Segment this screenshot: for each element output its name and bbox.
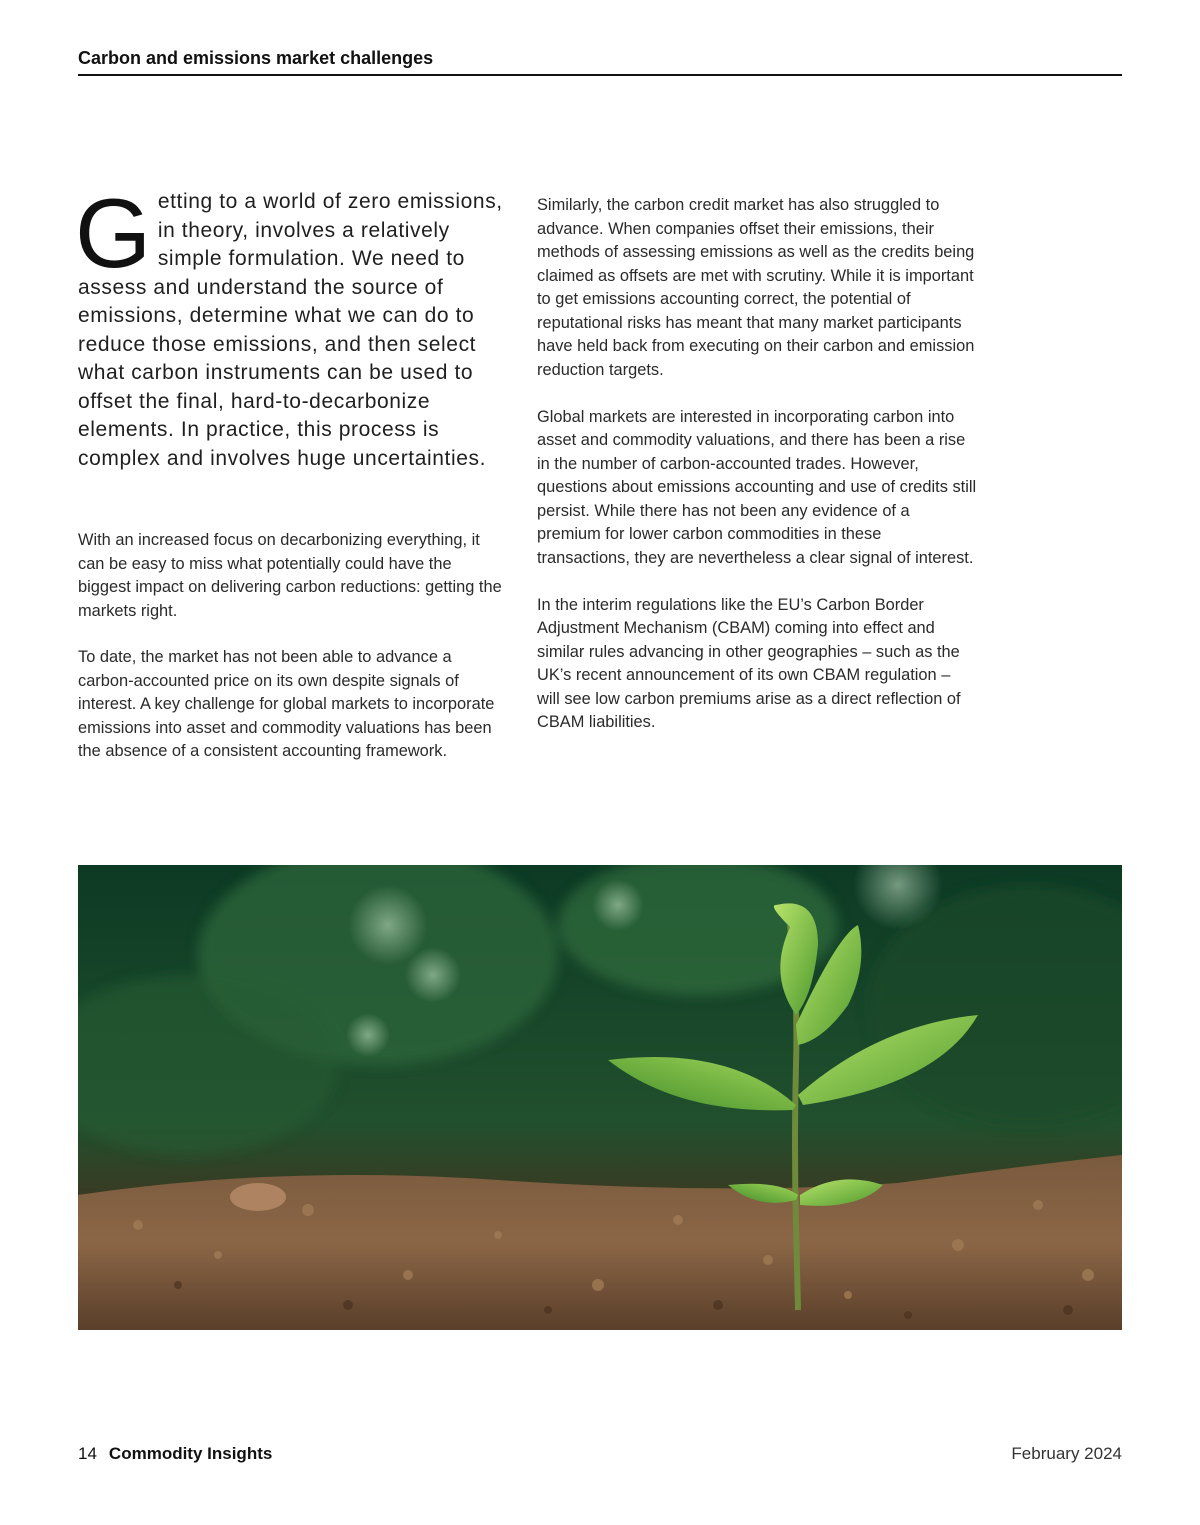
lead-text: etting to a world of zero emissions, in theory, involves a relatively simple formulation. We need to assess and understand the source of emissions, determine what we can do to reduce those emissions, and then select what carbon instruments can be used to offset the final, hard-to-decarbonize elements. In practice, this process is complex and involves huge uncertainties.: [78, 190, 503, 470]
publication-date: February 2024: [1011, 1444, 1122, 1463]
body-paragraph: With an increased focus on decarbonizing everything, it can be easy to miss what potentially could have the biggest impact on delivering carbon reductions: getting the markets right.: [78, 531, 502, 620]
seedling-photo: [78, 865, 1122, 1330]
right-column: [537, 194, 977, 735]
publication-name: Commodity Insights: [108, 1444, 273, 1463]
drop-cap: G: [75, 178, 152, 288]
body-paragraph: Similarly, the carbon credit market has also struggled to advance. When companies offset their emissions, their methods of assessing emissions as well as the credits being claimed as offsets are met with scrutiny. While it is important to get emissions accounting correct, the potential of reputational risks has meant that many market participants have held back from executing on their carbon and emission reduction targets.: [537, 196, 975, 379]
body-paragraph: In the interim regulations like the EU’s Carbon Border Adjustment Mechanism (CBAM) coming into effect and similar rules advancing in other geographies – such as the UK’s recent announcement of its own CBAM regulation – will see low carbon premiums arise as a direct reflection of CBAM liabilities.: [537, 595, 961, 731]
section-title: Carbon and emissions market challenges: [78, 48, 434, 68]
page-footer: [78, 1444, 272, 1464]
seedling-illustration: [78, 865, 1122, 1330]
body-paragraph: To date, the market has not been able to advance a carbon-accounted price on its own despite signals of interest. A key challenge for global markets to incorporate emissions into asset and commodity valuations has been the absence of a consistent accounting framework.: [78, 648, 495, 760]
left-column: [75, 178, 508, 764]
page-header: [78, 48, 1122, 76]
page-number: 14: [78, 1444, 97, 1463]
lead-paragraph: [75, 178, 508, 473]
body-paragraph: Global markets are interested in incorporating carbon into asset and commodity valuations, and there has been a rise in the number of carbon-accounted trades. However, questions about emissions accounting and use of credits still persist. While there has not been any evidence of a premium for lower carbon commodities in these transactions, they are nevertheless a clear signal of interest.: [537, 407, 977, 567]
